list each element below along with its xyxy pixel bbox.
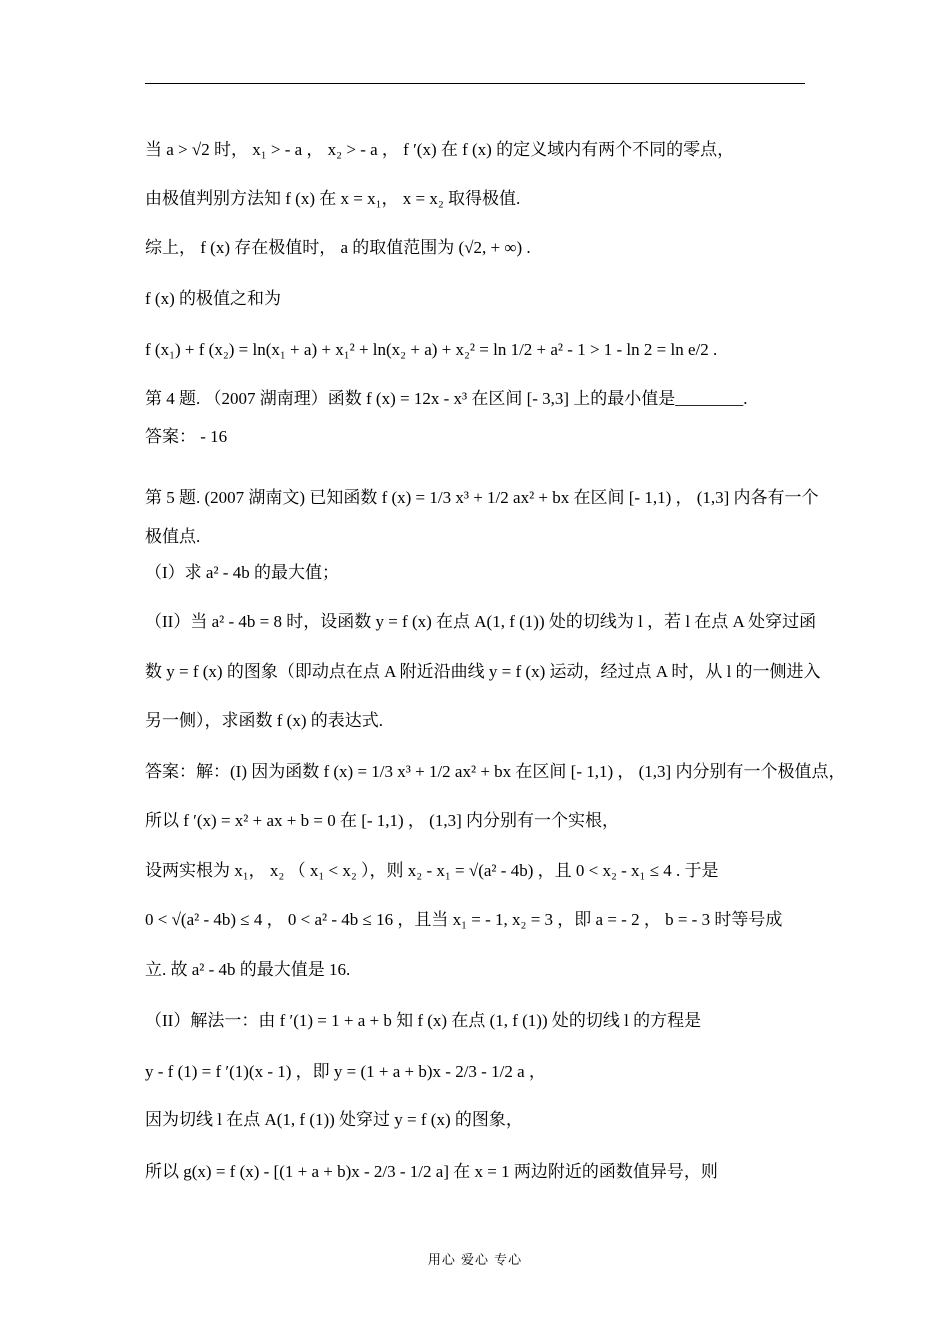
text-line-3: 综上， f (x) 存在极值时， a 的取值范围为 (√2, + ∞) . bbox=[145, 238, 531, 257]
page-footer: 用心 爱心 专心 bbox=[427, 1253, 523, 1268]
problem-5-part-1: （I）求 a² - 4b 的最大值； bbox=[145, 563, 339, 582]
answer-line-2: 所以 f ′(x) = x² + ax + b = 0 在 [- 1,1) ， (1,3] 内分别有一个实根， bbox=[145, 811, 619, 830]
answer-line-1: 答案：解：(I) 因为函数 f (x) = 1/3 x³ + 1/2 ax² + bx 在区间 [- 1,1) ， (1,3] 内分别有一个极值点， bbox=[145, 762, 846, 781]
answer-line-8: 因为切线 l 在点 A(1, f (1)) 处穿过 y = f (x) 的图象， bbox=[145, 1110, 523, 1129]
problem-5-line-1: 第 5 题. (2007 湖南文) 已知函数 f (x) = 1/3 x³ + 1/2 ax² + bx 在区间 [- 1,1) ， (1,3] 内各有一个 bbox=[145, 488, 819, 507]
header-rule bbox=[145, 83, 805, 84]
answer-line-5: 立. 故 a² - 4b 的最大值是 16. bbox=[145, 960, 351, 979]
problem-5-line-2: 极值点. bbox=[145, 527, 201, 546]
answer-line-4: 0 < √(a² - 4b) ≤ 4 ， 0 < a² - 4b ≤ 16 ，且当 x₁ = - 1, x₂ = 3 ，即 a = - 2 ， b = - 3 时等号成 bbox=[145, 910, 783, 929]
text-line-5: f (x₁) + f (x₂) = ln(x₁ + a) + x₁² + ln(x₂ + a) + x₂² = ln 1/2 + a² - 1 > 1 - ln 2 = ln e/2 . bbox=[145, 340, 718, 359]
text-line-1: 当 a > √2 时， x₁ > - a ， x₂ > - a ， f ′(x) 在 f (x) 的定义域内有两个不同的零点， bbox=[145, 140, 735, 159]
text-line-4: f (x) 的极值之和为 bbox=[145, 289, 281, 308]
answer-line-9: 所以 g(x) = f (x) - [(1 + a + b)x - 2/3 - 1/2 a] 在 x = 1 两边附近的函数值异号，则 bbox=[145, 1162, 718, 1181]
problem-5-part-2-line-2: 数 y = f (x) 的图象（即动点在点 A 附近沿曲线 y = f (x) 运动，经过点 A 时，从 l 的一侧进入 bbox=[145, 662, 821, 681]
problem-4-answer: 答案： - 16 bbox=[145, 427, 228, 446]
answer-line-3: 设两实根为 x₁， x₂ （ x₁ < x₂ ），则 x₂ - x₁ = √(a² - 4b) ，且 0 < x₂ - x₁ ≤ 4 . 于是 bbox=[145, 861, 719, 880]
answer-line-7: y - f (1) = f ′(1)(x - 1) ，即 y = (1 + a + b)x - 2/3 - 1/2 a ， bbox=[145, 1062, 546, 1081]
text-line-2: 由极值判别方法知 f (x) 在 x = x₁， x = x₂ 取得极值. bbox=[145, 189, 521, 208]
answer-line-6: （II）解法一：由 f ′(1) = 1 + a + b 知 f (x) 在点 (1, f (1)) 处的切线 l 的方程是 bbox=[145, 1011, 702, 1030]
problem-5-part-2-line-3: 另一侧），求函数 f (x) 的表达式. bbox=[145, 711, 383, 730]
problem-5-part-2-line-1: （II）当 a² - 4b = 8 时，设函数 y = f (x) 在点 A(1, f (1)) 处的切线为 l ，若 l 在点 A 处穿过函 bbox=[145, 612, 817, 631]
problem-4-line: 第 4 题. （2007 湖南理）函数 f (x) = 12x - x³ 在区间 [- 3,3] 上的最小值是________. bbox=[145, 389, 748, 408]
